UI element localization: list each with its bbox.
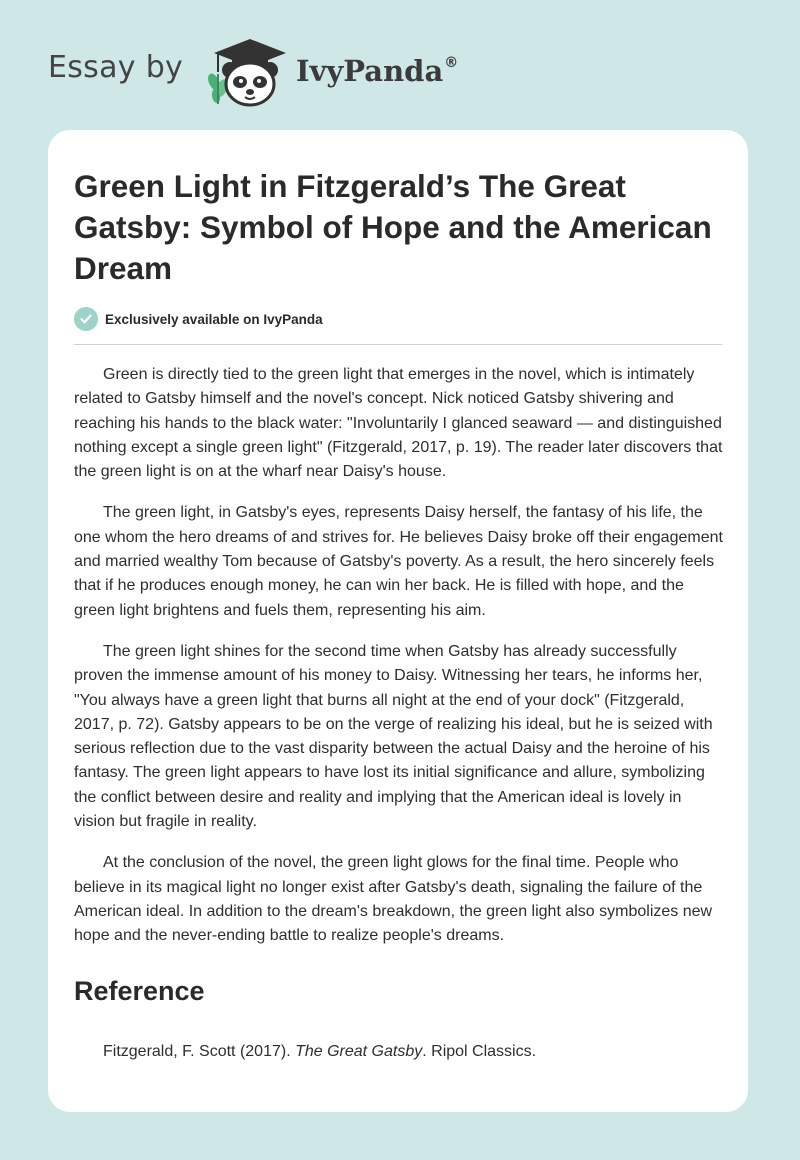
exclusive-label: Exclusively available on IvyPanda <box>105 311 323 327</box>
essay-by-label: Essay by <box>48 50 184 85</box>
reference-publisher: . Ripol Classics. <box>422 1043 537 1060</box>
paragraph-3: The green light shines for the second time when Gatsby has already successfully proven the immense amount of his money to Daisy. Witnessing her tears, he informs her, "You always have a green light that burns all night at the end of your dock" (Fitzgerald, 2017, p. 72). Gatsby appears to be on the verge of realizing his ideal, but he is seized with serious reflection due to the vast disparity between the actual Daisy and the heroine of his fantasy. The green light appears to have lost its initial significance and allure, symbolizing the conflict between desire and reality and implying that the American ideal is lovely in vision but fragile in reality. <box>74 642 713 831</box>
essay-card <box>48 130 748 1112</box>
site-header <box>48 36 548 108</box>
reference-heading: Reference <box>74 976 205 1006</box>
registered-mark: ® <box>444 55 459 71</box>
paragraph-2: The green light, in Gatsby's eyes, represents Daisy herself, the fantasy of his life, the one whom the hero dreams of and strives for. He believes Daisy broke off their engagement and married wealthy Tom because of Gatsby's poverty. As a result, the hero sincerely feels that if he produces enough money, he can win her back. He is filled with hope, and the green light brightens and fuels them, representing his aim. <box>74 504 723 619</box>
essay-title: Green Light in Fitzgerald’s The Great Gatsby: Symbol of Hope and the American Dream <box>74 168 712 286</box>
reference-book-title: The Great Gatsby <box>295 1043 423 1060</box>
paragraph-1: Green is directly tied to the green light that emerges in the novel, which is intimately related to Gatsby himself and the novel's concept. Nick noticed Gatsby shivering and reaching his hands to the black water: "Involuntarily I glanced seaward — and distinguished nothing except a single green light" (Fitzgerald, 2017, p. 19). The reader later discovers that the green light is on at the wharf near Daisy's house. <box>74 366 723 481</box>
panda-graduate-icon[interactable] <box>200 34 290 108</box>
essay-body <box>74 363 726 966</box>
brand-name[interactable]: IvyPanda® <box>296 54 459 88</box>
divider <box>74 344 722 345</box>
reference-entry <box>103 1043 536 1061</box>
exclusive-notice <box>74 306 323 332</box>
checkmark-icon <box>74 307 98 331</box>
paragraph-4: At the conclusion of the novel, the green light glows for the final time. People who believe in its magical light no longer exist after Gatsby's death, signaling the failure of the American ideal. In addition to the dream's breakdown, the green light also symbolizes new hope and the never-ending battle to realize people's dreams. <box>74 854 713 945</box>
reference-authors: Fitzgerald, F. Scott (2017). <box>103 1043 296 1060</box>
